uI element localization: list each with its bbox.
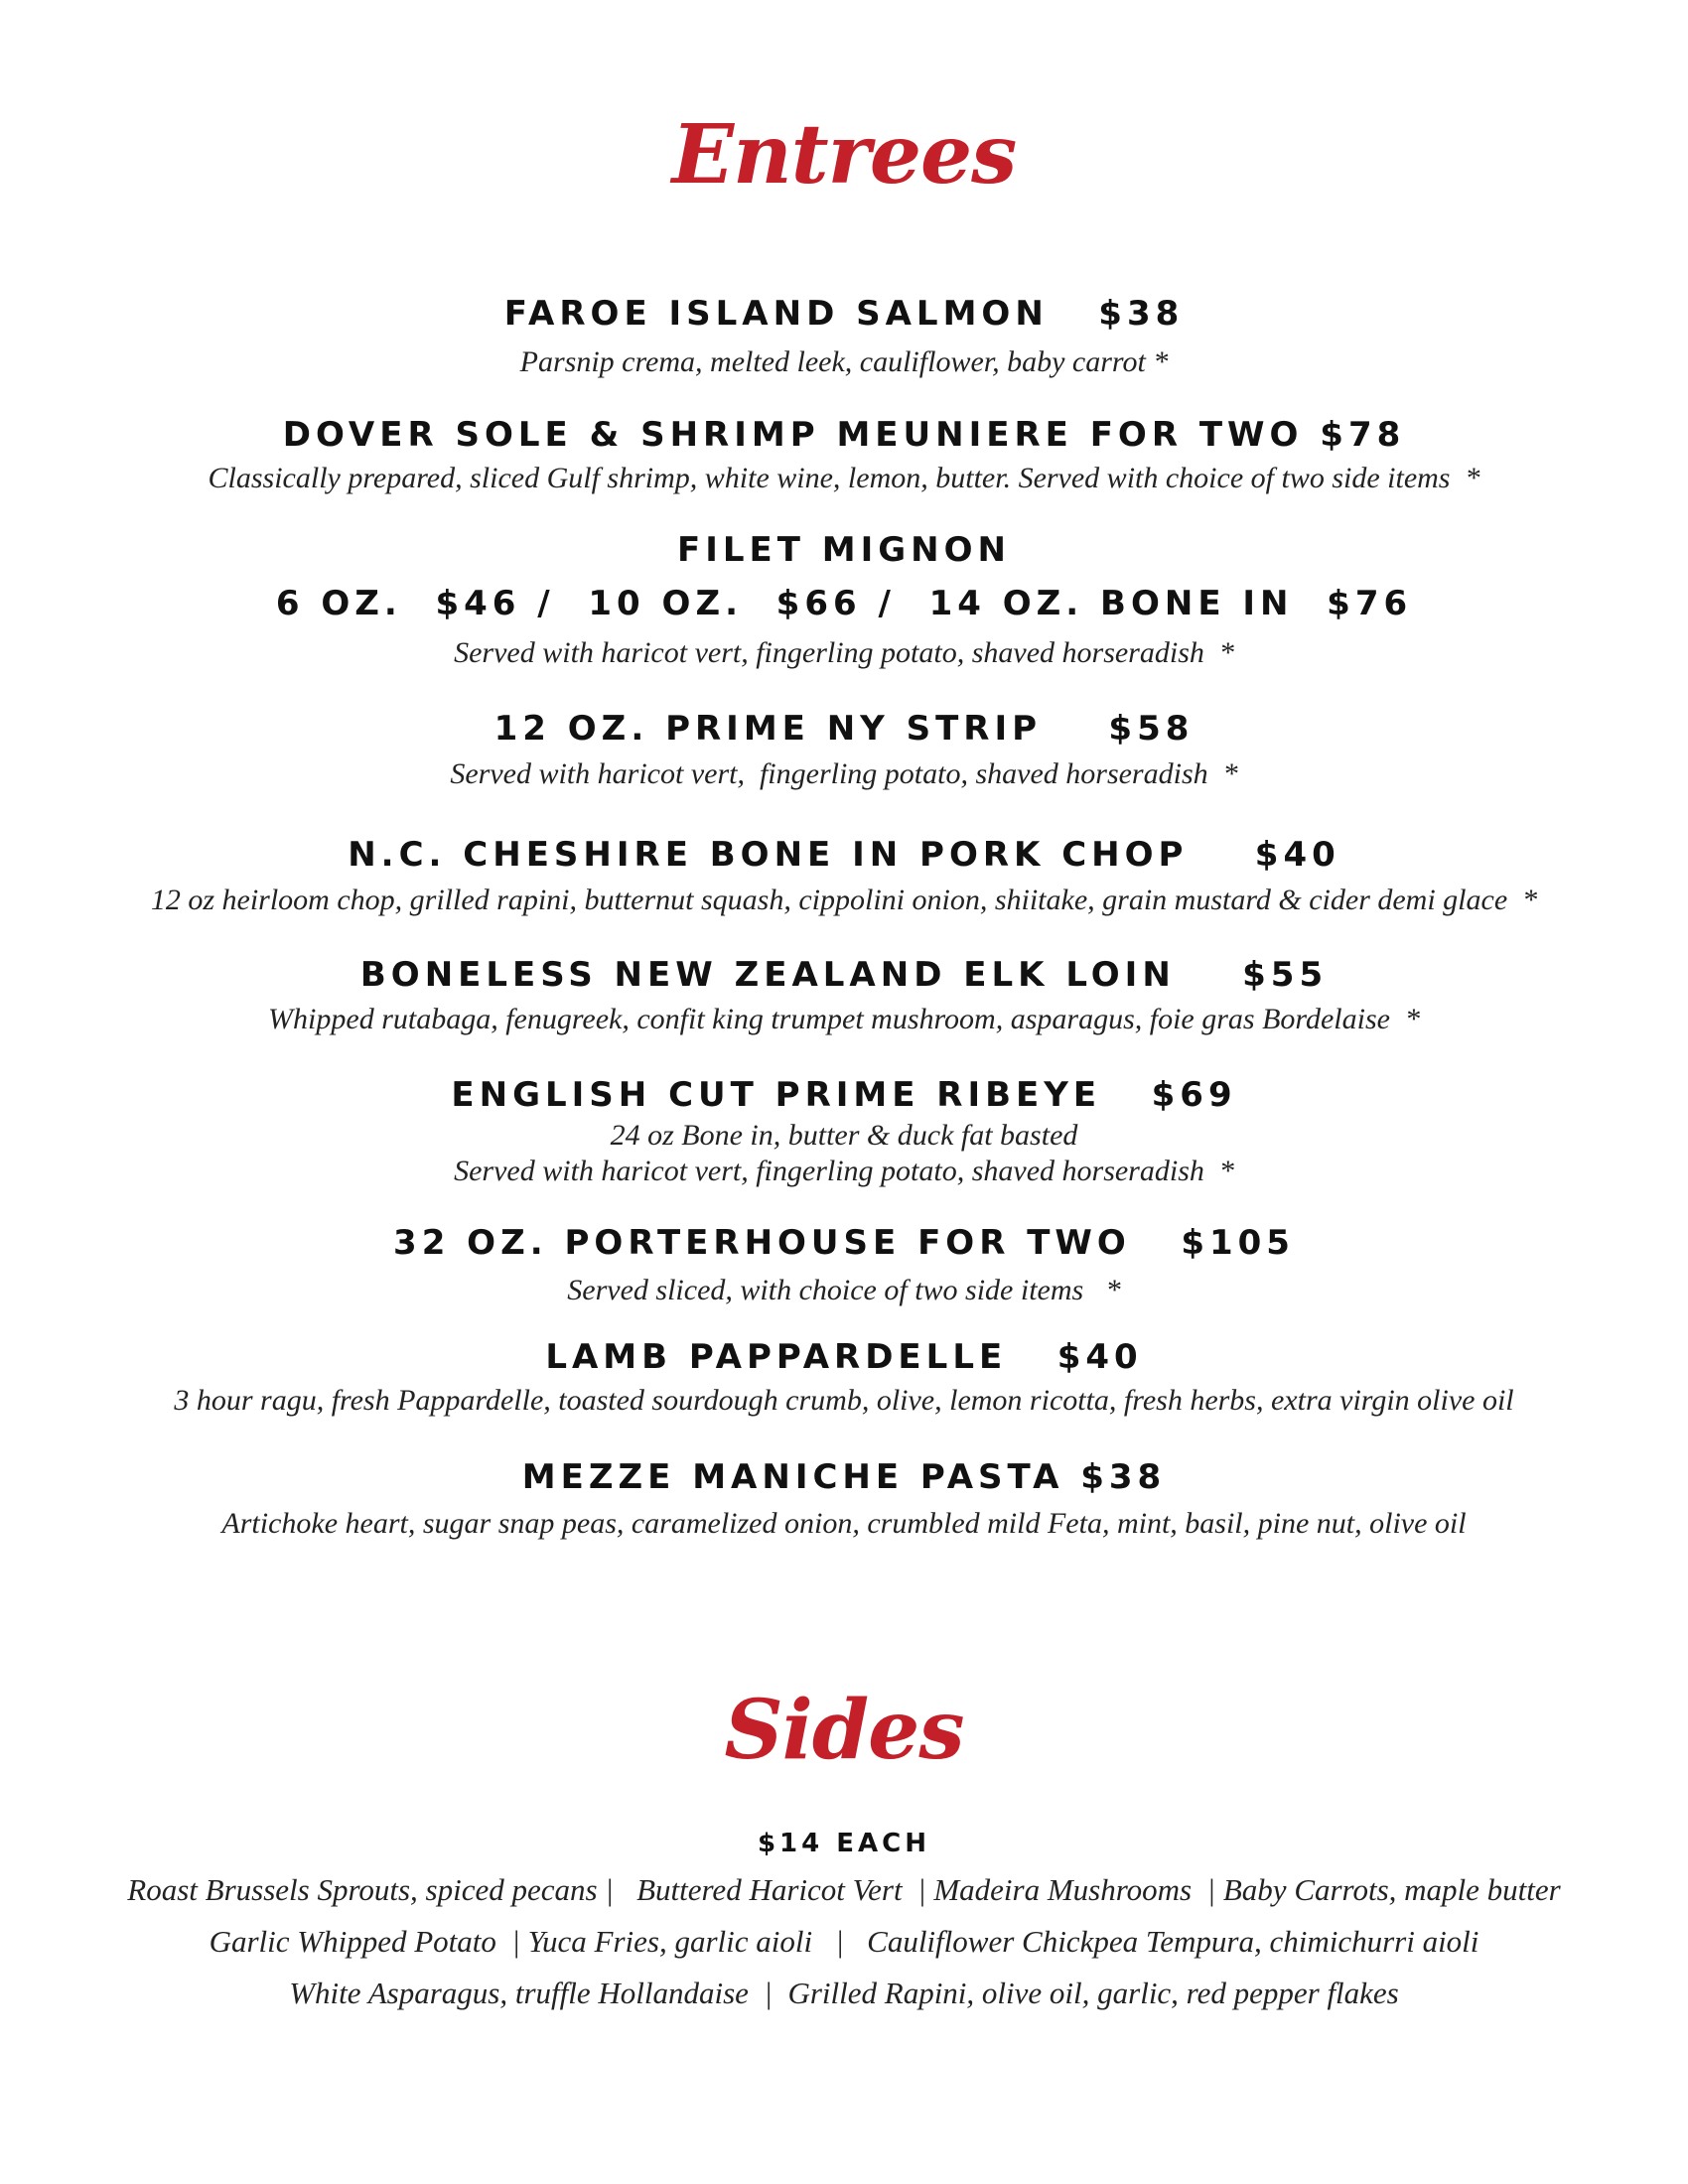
entree-desc-lamb: 3 hour ragu, fresh Pappardelle, toasted sourdough crumb, olive, lemon ricotta, fresh herbs, extra virgin olive oil <box>174 1384 1514 1417</box>
entree-desc-ribeye: 24 oz Bone in, butter & duck fat basted <box>610 1119 1078 1152</box>
entree-desc-elk-loin: Whipped rutabaga, fenugreek, confit king trumpet mushroom, asparagus, foie gras Bordelaise * <box>268 1003 1420 1035</box>
entree-title-ny-strip: 12 OZ. PRIME NY STRIP $58 <box>493 709 1195 749</box>
entree-title-mezze: MEZZE MANICHE PASTA $38 <box>521 1457 1167 1497</box>
entree-desc-salmon: Parsnip crema, melted leek, cauliflower, baby carrot * <box>519 345 1169 378</box>
sides-heading: Sides <box>724 1683 964 1778</box>
entree-title-lamb: LAMB PAPPARDELLE $40 <box>545 1337 1143 1377</box>
entree-title-porterhouse: 32 OZ. PORTERHOUSE FOR TWO $105 <box>393 1223 1295 1263</box>
entree-desc-dover-sole: Classically prepared, sliced Gulf shrimp, white wine, lemon, butter. Served with choice of two side items * <box>208 462 1480 494</box>
entree-title-filet: FILET MIGNON <box>676 530 1011 570</box>
sides-line-2: Garlic Whipped Potato | Yuca Fries, garlic aioli | Cauliflower Chickpea Tempura, chimichurri aioli <box>209 1924 1479 1959</box>
sides-price: $14 EACH <box>757 1829 931 1858</box>
sides-line-3: White Asparagus, truffle Hollandaise | Grilled Rapini, olive oil, garlic, red pepper flakes <box>289 1976 1399 2010</box>
sides-line-1: Roast Brussels Sprouts, spiced pecans | Buttered Haricot Vert | Madeira Mushrooms | Baby Carrots, maple butter <box>127 1872 1561 1907</box>
entree-title-salmon: FAROE ISLAND SALMON $38 <box>503 294 1185 334</box>
entree-title-ribeye: ENGLISH CUT PRIME RIBEYE $69 <box>451 1075 1237 1115</box>
entree-desc-porterhouse: Served sliced, with choice of two side items * <box>567 1274 1121 1306</box>
entree-desc-filet: Served with haricot vert, fingerling potato, shaved horseradish * <box>454 636 1234 669</box>
entree-sizes-filet: 6 OZ. $46 / 10 OZ. $66 / 14 OZ. BONE IN $76 <box>275 584 1413 623</box>
entree-desc-ny-strip: Served with haricot vert, fingerling potato, shaved horseradish * <box>450 757 1238 790</box>
entree-title-dover-sole: DOVER SOLE & SHRIMP MEUNIERE FOR TWO $78 <box>282 415 1406 455</box>
entree-title-elk-loin: BONELESS NEW ZEALAND ELK LOIN $55 <box>359 955 1329 995</box>
entree-title-pork-chop: N.C. CHESHIRE BONE IN PORK CHOP $40 <box>348 835 1340 875</box>
entrees-heading: Entrees <box>671 107 1017 203</box>
entree-desc-mezze: Artichoke heart, sugar snap peas, caramelized onion, crumbled mild Feta, mint, basil, pine nut, olive oil <box>221 1507 1467 1540</box>
entree-desc-ribeye-sides: Served with haricot vert, fingerling potato, shaved horseradish * <box>454 1155 1234 1187</box>
entree-desc-pork-chop: 12 oz heirloom chop, grilled rapini, butternut squash, cippolini onion, shiitake, grain mustard & cider demi glace * <box>150 884 1538 916</box>
